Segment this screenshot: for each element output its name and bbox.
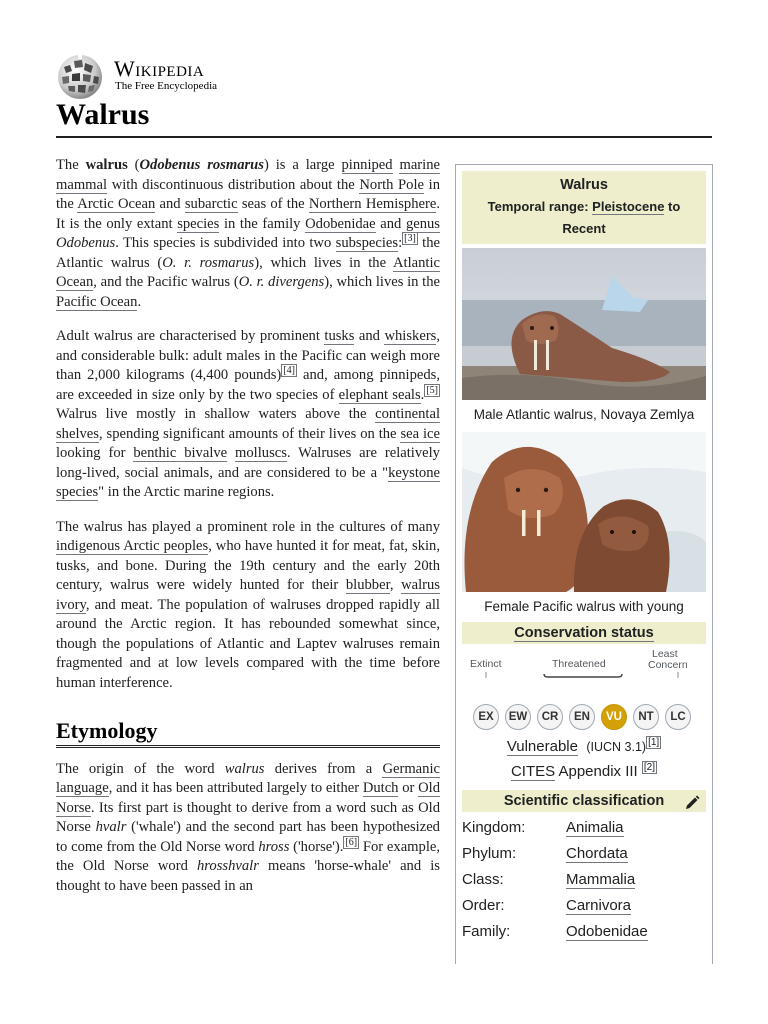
classification-taxon-link[interactable]: Animalia (566, 818, 624, 836)
wikipedia-globe-logo[interactable] (56, 53, 104, 101)
text: , and it has been attributed largely to either (108, 780, 363, 796)
classification-rank: Phylum: (462, 844, 517, 862)
classification-row (462, 892, 706, 918)
intro-paragraph-2 (56, 327, 440, 503)
link-pleistocene[interactable]: Pleistocene (592, 199, 665, 214)
text: ( (127, 157, 140, 173)
link-tusks[interactable]: tusks (324, 328, 355, 344)
bold-term: walrus (85, 157, 128, 173)
infobox (455, 164, 713, 964)
page-title: Walrus (56, 98, 150, 131)
scientific-name: Odobenus rosmarus (139, 157, 264, 173)
classification-row (462, 866, 706, 892)
status-circle-ex[interactable]: EX (473, 704, 499, 730)
classification-taxon-link[interactable]: Carnivora (566, 896, 632, 914)
text: looking for (56, 445, 134, 461)
link-keystone-species[interactable]: keystone species (56, 464, 440, 500)
etymology-paragraph-1 (56, 760, 440, 897)
status-circle-en[interactable]: EN (569, 704, 595, 730)
text: The (56, 157, 86, 173)
citation-ref-5[interactable]: [5] (426, 384, 438, 396)
link-walrus-ivory[interactable]: walrus ivory (56, 577, 440, 613)
image-caption-1: Male Atlantic walrus, Novaya Zemlya (473, 407, 695, 422)
link-dutch[interactable]: Dutch (362, 780, 399, 796)
term-hvalr: hvalr (95, 819, 127, 835)
text: and (354, 328, 385, 344)
label-concern: Concern (648, 659, 688, 671)
term-hross: hross (258, 838, 290, 855)
text: ('whale') and the second part has been hypothesized to come from the Old Norse word (56, 819, 440, 855)
text: ) is a large (263, 157, 342, 173)
text: means 'horse-whale' and is thought to have been passed in an (56, 858, 440, 894)
link-continental-shelves[interactable]: continental shelves (56, 406, 440, 442)
link-subarctic[interactable]: subarctic (184, 196, 238, 212)
text (227, 445, 235, 461)
citation-ref-6[interactable]: [6] (345, 836, 358, 848)
classification-table (456, 814, 712, 944)
text: seas of the (237, 196, 309, 212)
status-circle-lc[interactable]: LC (665, 704, 691, 730)
vulnerable-status-line (456, 738, 712, 755)
temporal-range (466, 196, 702, 240)
link-arctic-ocean[interactable]: Arctic Ocean (77, 196, 156, 212)
classification-taxon-link[interactable]: Mammalia (566, 870, 636, 888)
cites-line (456, 763, 712, 780)
classification-taxon-link[interactable]: Odobenidae (566, 922, 648, 940)
link-pacific-ocean[interactable]: Pacific Ocean (56, 293, 138, 310)
text: , spending significant amounts of their lives on the (98, 425, 401, 442)
text: , who have hunted it for meat, fat, skin, tusks, and bone. During the 19th century and the early 20th century, walrus were widely hunted for their (56, 538, 440, 593)
text: ), which lives in the (254, 254, 393, 271)
link-elephant-seals[interactable]: elephant seals (338, 386, 421, 403)
label-threatened: Threatened (552, 658, 606, 670)
link-sea-ice[interactable]: sea ice (400, 425, 441, 442)
link-indigenous-arctic-peoples[interactable]: indigenous Arctic peoples (56, 538, 209, 554)
image-caption-2: Female Pacific walrus with young (484, 599, 684, 614)
text: . Its first part is thought to derive from a word such as Old Norse (56, 799, 440, 835)
text: and (375, 215, 406, 232)
text: . This species is subdivided into two (115, 235, 336, 251)
scientific-classification-heading (462, 790, 706, 812)
text: " in the Arctic marine regions. (98, 484, 275, 500)
term-hrosshvalr: hrosshvalr (197, 858, 259, 874)
classification-rank: Order: (462, 896, 505, 914)
link-atlantic-ocean[interactable]: Atlantic Ocean (56, 254, 440, 290)
text: and (155, 196, 185, 212)
text: , (389, 577, 402, 593)
text: . (137, 293, 142, 310)
text: in the (56, 176, 440, 212)
link-vulnerable[interactable]: Vulnerable (506, 738, 578, 755)
text: , and the Pacific walrus ( (93, 274, 239, 290)
text: the Atlantic walrus ( (56, 235, 440, 271)
link-pinniped[interactable]: pinniped (341, 157, 393, 173)
text: The origin of the word (56, 760, 225, 777)
text: For example, the Old Norse word (56, 838, 440, 874)
classification-heading-text: Scientific classification (503, 793, 665, 809)
subspecies-atlantic: O. r. rosmarus (162, 254, 255, 271)
classification-rank: Family: (462, 922, 511, 940)
text: Adult walrus are characterised by prominent (56, 328, 325, 344)
cites-appendix: Appendix III (555, 763, 638, 780)
wikipedia-wordmark[interactable]: Wikipedia (114, 56, 205, 81)
classification-row (462, 814, 706, 840)
text: Walrus live mostly in shallow waters above the (56, 406, 376, 422)
citation-ref-1[interactable]: [1] (648, 737, 660, 748)
link-genus[interactable]: genus (405, 215, 440, 232)
title-divider (56, 136, 712, 138)
link-benthic-bivalve[interactable]: benthic bivalve (133, 445, 228, 461)
subspecies-pacific: O. r. divergens (238, 274, 325, 290)
image-male-atlantic-walrus[interactable] (462, 248, 706, 400)
link-conservation-status[interactable]: Conservation status (514, 625, 654, 641)
scale-bracket (462, 644, 706, 704)
text: The walrus has played a prominent role in the cultures of many (56, 518, 440, 535)
text: , and considerable bulk: adult males in the Pacific can weigh more than 2,000 kilograms (4,400 pounds) (56, 328, 441, 383)
status-circle-cr[interactable]: CR (537, 704, 563, 730)
citation-ref-3[interactable]: [3] (404, 233, 416, 244)
text: derives from a (264, 760, 383, 777)
classification-rank: Class: (462, 870, 504, 888)
text: . (420, 386, 425, 403)
text: and, among pinnipeds, are exceeded in size only by the two species of (56, 367, 440, 403)
intro-paragraph-3 (56, 518, 440, 694)
article-body (56, 156, 440, 911)
text: , and meat. The population of walruses dropped rapidly all around the Arctic region. It has rebounded somewhat since, though the populations of Atlantic and Laptev walruses remain fragmented and at low levels compared with the time before human interference. (56, 596, 440, 691)
temporal-range-label: Temporal range: (487, 199, 593, 214)
link-blubber[interactable]: blubber (345, 577, 390, 593)
section-heading-etymology: Etymology (56, 721, 440, 748)
classification-row (462, 918, 706, 944)
wikipedia-tagline: The Free Encyclopedia (115, 80, 218, 92)
link-cites[interactable]: CITES (510, 763, 556, 780)
citation-ref-4[interactable]: [4] (283, 365, 295, 376)
edit-pencil-icon[interactable] (684, 795, 700, 811)
genus-name: Odobenus (56, 235, 116, 251)
term-walrus: walrus (224, 760, 265, 777)
classification-taxon-link[interactable]: Chordata (566, 844, 628, 862)
label-extinct: Extinct (470, 658, 502, 670)
link-old-norse[interactable]: Old Norse (56, 780, 440, 816)
infobox-title: Walrus (560, 177, 608, 193)
link-odobenidae[interactable]: Odobenidae (305, 215, 376, 232)
link-germanic-language[interactable]: Germanic language (56, 760, 440, 796)
label-least: Least (652, 648, 678, 660)
link-subspecies[interactable]: subspecies (335, 235, 399, 251)
text: or (398, 780, 419, 796)
link-marine-mammal[interactable]: marine mammal (56, 157, 440, 193)
link-northern-hemisphere[interactable]: Northern Hemisphere (308, 196, 437, 212)
text: with discontinuous distribution about the (107, 176, 360, 193)
text: ), which lives in the (324, 274, 441, 290)
status-circle-nt[interactable]: NT (633, 704, 659, 730)
text: . It is the only extant (56, 196, 440, 232)
link-molluscs[interactable]: molluscs (235, 445, 287, 461)
status-circle-vu[interactable]: VU (601, 704, 627, 730)
text: in the family (219, 215, 306, 232)
link-species[interactable]: species (177, 215, 220, 232)
text: ('horse'). (289, 838, 344, 855)
text: . Walruses are relatively long-lived, social animals, and are considered to be a " (56, 445, 440, 481)
status-circle-ew[interactable]: EW (505, 704, 531, 730)
iucn-source: (IUCN 3.1) (586, 740, 647, 754)
infobox-header (462, 171, 706, 244)
image-female-pacific-walrus[interactable] (462, 432, 706, 592)
text: : (398, 235, 403, 251)
link-north-pole[interactable]: North Pole (359, 176, 425, 193)
link-whiskers[interactable]: whiskers (384, 328, 437, 344)
temporal-range-rest: to Recent (562, 199, 681, 236)
iucn-status-scale[interactable] (462, 644, 706, 732)
citation-ref-2[interactable]: [2] (643, 762, 656, 773)
classification-rank: Kingdom: (462, 818, 526, 836)
intro-paragraph-1 (56, 156, 440, 312)
conservation-status-heading (462, 622, 706, 644)
classification-row (462, 840, 706, 866)
